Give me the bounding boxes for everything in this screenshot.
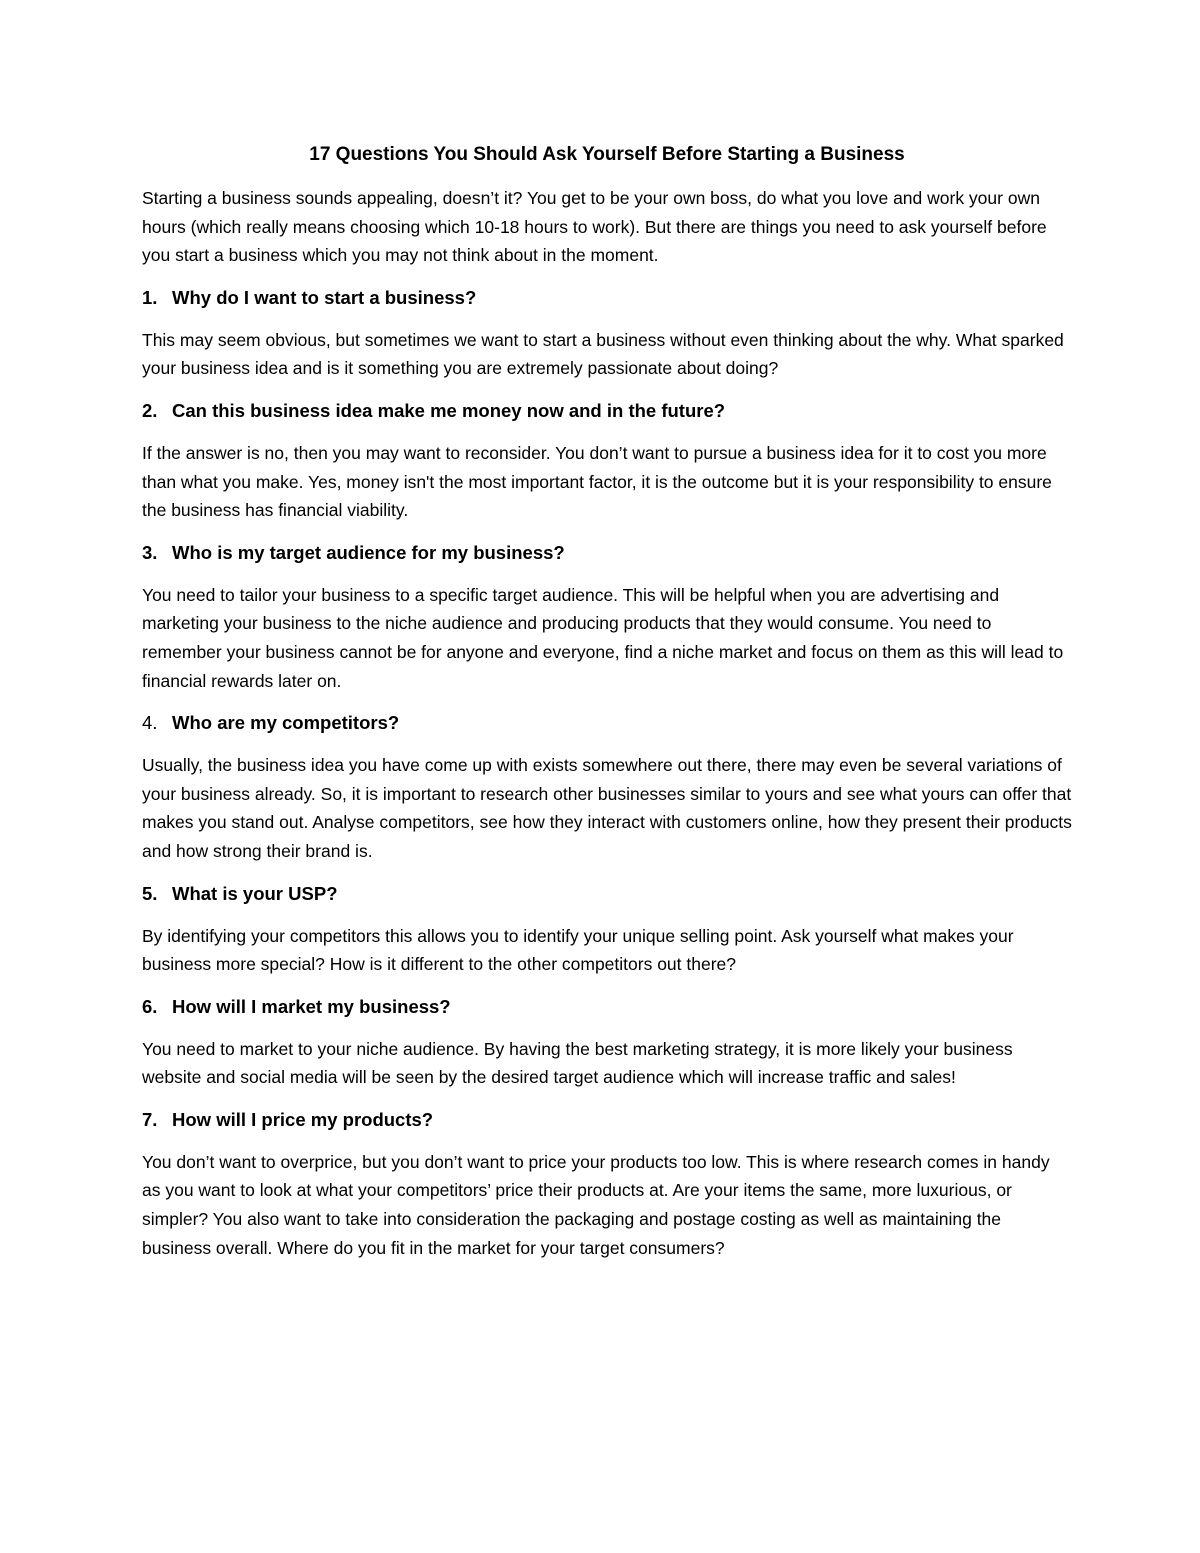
- question-heading-5: [142, 880, 1072, 908]
- question-body-7: You don’t want to overprice, but you don’t want to price your products too low. This is where research comes in handy as you want to look at what your competitors’ price their products at. Are your items the same, more luxurious, or simpler? You also want to take into consideration the packaging and postage costing as well as maintaining the business overall. Where do you fit in the market for your target consumers?: [142, 1151, 1050, 1258]
- question-body-3: You need to tailor your business to a specific target audience. This will be helpful when you are advertising and marketing your business to the niche audience and producing products that they would consume. You need to remember your business cannot be for anyone and everyone, find a niche market and focus on them as this will lead to financial rewards later on.: [142, 584, 1064, 691]
- question-number: 6.: [142, 995, 158, 1017]
- question-text: Why do I want to start a business?: [172, 286, 477, 308]
- question-heading-1: [142, 284, 1072, 312]
- question-body-6: You need to market to your niche audience. By having the best marketing strategy, it is more likely your business website and social media will be seen by the desired target audience which will increase traffic and sales!: [142, 1038, 1013, 1088]
- question-heading-7: [142, 1106, 1072, 1134]
- question-heading-4: [142, 709, 1072, 737]
- question-number: 3.: [142, 541, 158, 563]
- question-heading-6: [142, 993, 1072, 1021]
- question-heading-2: [142, 397, 1072, 425]
- question-body-4: Usually, the business idea you have come up with exists somewhere out there, there may even be several variations of your business already. So, it is important to research other businesses similar to yours and see what yours can offer that makes you stand out. Analyse competitors, see how they interact with customers online, how they present their products and how strong their brand is.: [142, 755, 1072, 861]
- question-body-1: This may seem obvious, but sometimes we want to start a business without even thinking about the why. What sparked your business idea and is it something you are extremely passionate about doing?: [142, 329, 1064, 379]
- question-text: Can this business idea make me money now and in the future?: [172, 399, 726, 421]
- question-text: What is your USP?: [172, 882, 338, 904]
- question-body-5: By identifying your competitors this allows you to identify your unique selling point. Ask yourself what makes your business more special? How is it different to the other competitors out there?: [142, 925, 1014, 975]
- question-text: How will I price my products?: [172, 1108, 434, 1130]
- question-number: 7.: [142, 1108, 158, 1130]
- question-text: How will I market my business?: [172, 995, 451, 1017]
- question-body-2: If the answer is no, then you may want to reconsider. You don’t want to pursue a business idea for it to cost you more than what you make. Yes, money isn't the most important factor, it is the outcome but it is your responsibility to ensure the business has financial viability.: [142, 442, 1052, 521]
- question-number: 4.: [142, 712, 158, 734]
- question-text: Who is my target audience for my business?: [172, 541, 565, 563]
- intro-paragraph: Starting a business sounds appealing, doesn’t it? You get to be your own boss, do what you love and work your own hours (which really means choosing which 10-18 hours to work). But there are things you need to ask yourself before you start a business which you may not think about in the moment.: [142, 188, 1047, 266]
- question-heading-3: [142, 539, 1072, 567]
- question-text: Who are my competitors?: [172, 712, 400, 734]
- document-title: 17 Questions You Should Ask Yourself Before Starting a Business: [309, 144, 905, 165]
- document-page: [142, 140, 1072, 1276]
- question-number: 2.: [142, 399, 158, 421]
- question-number: 5.: [142, 882, 158, 904]
- question-number: 1.: [142, 286, 158, 308]
